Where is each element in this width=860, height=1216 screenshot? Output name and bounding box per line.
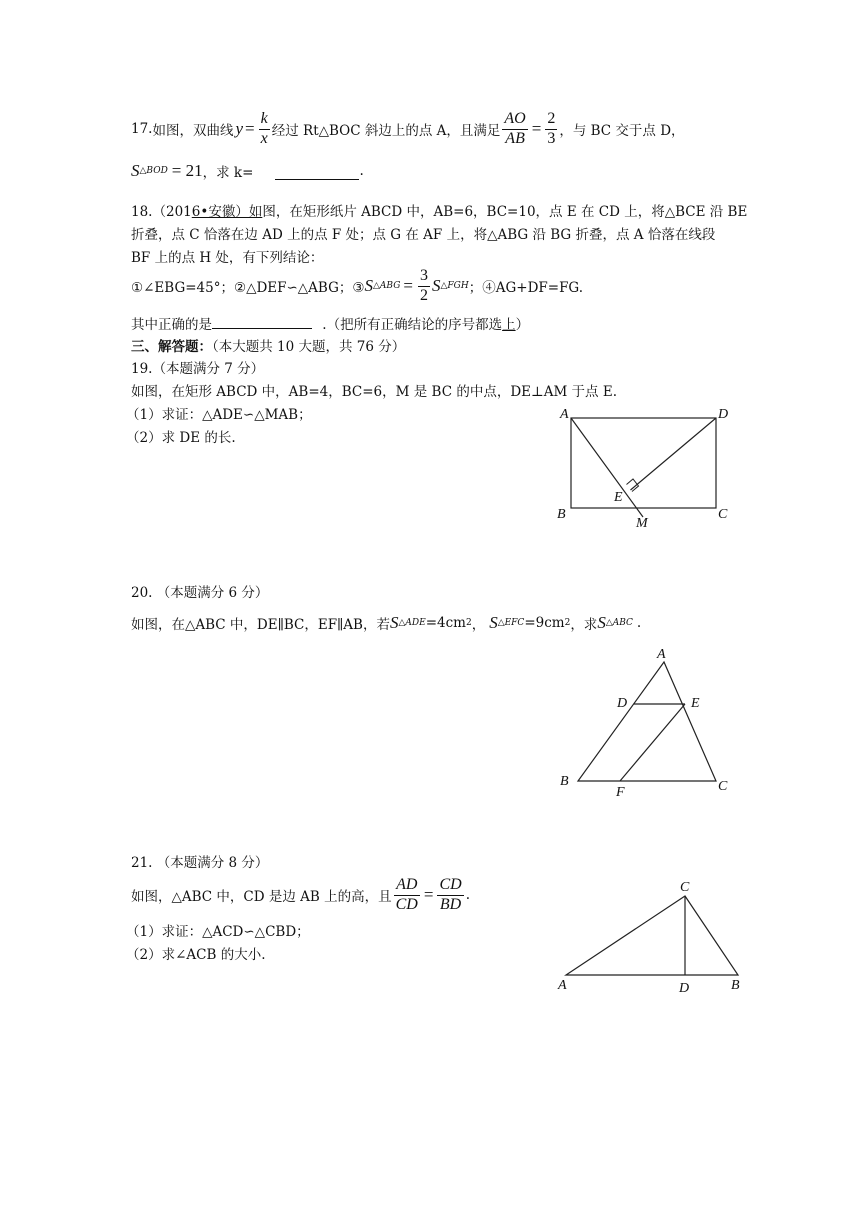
q20-sup-1: 2 bbox=[465, 618, 472, 628]
q19-heading: 19.（本题满分 7 分） bbox=[131, 361, 265, 377]
q17-eq: = bbox=[245, 119, 255, 138]
q18-line1 bbox=[131, 200, 747, 220]
q17-text-4: ，求 k= bbox=[202, 165, 254, 181]
q17-line1 bbox=[131, 106, 685, 152]
q20-label-b: B bbox=[560, 774, 569, 789]
q18-s2: S bbox=[432, 276, 441, 295]
q21-heading: 21. （本题满分 8 分） bbox=[131, 855, 269, 871]
q18-line1-text: 图，在矩形纸片 ABCD 中，AB=6，BC=10，点 E 在 CD 上，将△BCE 沿 BE bbox=[262, 204, 748, 220]
q21-eq: = bbox=[423, 885, 434, 904]
q21-end: . bbox=[465, 887, 470, 903]
q17-two: 2 bbox=[545, 110, 557, 129]
q18-conclusions-1-2: ①∠EBG=45°；②△DEF∽△ABG；③ bbox=[131, 280, 365, 296]
q21-part-2: （2）求∠ACB 的大小. bbox=[126, 947, 266, 963]
q17-text-1: 如图，双曲线 bbox=[152, 123, 234, 139]
q17-s-sub: △BOD bbox=[139, 166, 168, 176]
q18-number: 18. bbox=[131, 204, 153, 220]
q19-label-d: D bbox=[718, 407, 729, 422]
q19-figure bbox=[550, 400, 740, 535]
q20-triangle-abc bbox=[578, 662, 716, 781]
q20-s2-sub: △EFC bbox=[497, 618, 525, 628]
q17-s: S bbox=[131, 161, 140, 180]
q20-label-e: E bbox=[691, 696, 700, 711]
q18-three-halves bbox=[418, 267, 430, 305]
q21-label-a: A bbox=[558, 978, 567, 993]
q21-ad: AD bbox=[394, 876, 420, 895]
section-3-label: 三、解答题： bbox=[131, 339, 212, 355]
q19-part-2: （2）求 DE 的长. bbox=[126, 430, 236, 446]
q19-label-m: M bbox=[636, 516, 648, 531]
q18-s1: S bbox=[364, 276, 373, 295]
q17-number: 17. bbox=[131, 121, 153, 137]
q21-label-b: B bbox=[731, 978, 740, 993]
q18-source-link[interactable]: 6•安徽）如 bbox=[191, 204, 263, 220]
q21-bd: BD bbox=[439, 895, 462, 913]
q17-ao: AO bbox=[502, 110, 527, 129]
q18-answer-blank[interactable] bbox=[212, 314, 312, 329]
q20-label-f: F bbox=[616, 785, 625, 800]
q20-text-2: ，求 bbox=[570, 617, 598, 633]
q20-label-d: D bbox=[617, 696, 628, 711]
q20-s2: S bbox=[489, 613, 498, 632]
q17-k-over-x bbox=[259, 110, 270, 148]
q21-cd-over-bd bbox=[437, 876, 463, 914]
q21-label-d: D bbox=[679, 981, 690, 996]
q20-end: . bbox=[636, 615, 642, 631]
q18-answer-prefix: 其中正确的是 bbox=[131, 317, 212, 333]
q17-eq-2: = bbox=[531, 119, 542, 138]
q18-two: 2 bbox=[420, 286, 428, 304]
q18-conclusions bbox=[131, 264, 583, 308]
q19-part-1: （1）求证：△ADE∽△MAB； bbox=[126, 407, 312, 423]
q17-ab: AB bbox=[505, 129, 525, 147]
q18-line3: BF 上的点 H 处，有下列结论： bbox=[131, 250, 324, 266]
q17-answer-blank[interactable] bbox=[275, 163, 359, 180]
q20-label-a: A bbox=[657, 647, 666, 662]
q18-answer-end: ） bbox=[515, 317, 530, 333]
q20-sep: ， bbox=[471, 617, 486, 633]
q18-s1-sub: △ABG bbox=[373, 281, 401, 291]
q19-label-e: E bbox=[614, 490, 623, 505]
q19-rectangle-abcd bbox=[571, 418, 716, 508]
q21-ad-over-cd bbox=[394, 876, 420, 914]
q19-label-c: C bbox=[718, 507, 728, 522]
q19-label-b: B bbox=[557, 507, 566, 522]
q21-part-1: （1）求证：△ACD∽△CBD； bbox=[126, 924, 310, 940]
q21-body bbox=[131, 872, 470, 918]
q18-answer-suffix-underlined: 上 bbox=[502, 317, 516, 333]
q17-text-2: 经过 Rt△BOC 斜边上的点 A，且满足 bbox=[271, 123, 501, 139]
q17-text-3: ，与 BC 交于点 D， bbox=[559, 123, 685, 139]
q17-x: x bbox=[260, 129, 268, 147]
q21-figure bbox=[550, 875, 750, 1000]
q21-text-1: 如图，△ABC 中，CD 是边 AB 上的高，且 bbox=[131, 889, 392, 905]
q20-s1: S bbox=[389, 613, 399, 632]
q20-text-1: 如图，在△ABC 中，DE∥BC，EF∥AB，若 bbox=[131, 617, 390, 633]
q19-label-a: A bbox=[560, 407, 569, 422]
q18-conclusion-4: ；④AG+DF=FG. bbox=[468, 280, 584, 296]
q20-label-c: C bbox=[718, 779, 728, 794]
q21-triangle-abc bbox=[566, 896, 738, 975]
q20-s3: S bbox=[597, 613, 606, 632]
q18-answer-line bbox=[131, 313, 529, 333]
q20-value-1: =4cm bbox=[425, 615, 466, 631]
q17-k: k bbox=[259, 110, 270, 129]
q19-body: 如图，在矩形 ABCD 中，AB=4，BC=6，M 是 BC 的中点，DE⊥AM 于点 E. bbox=[131, 384, 617, 400]
q17-three: 3 bbox=[547, 129, 556, 147]
q18-s2-sub: △FGH bbox=[440, 281, 469, 291]
q19-segment-am bbox=[571, 418, 643, 517]
q21-cd: CD bbox=[395, 895, 418, 913]
q18-line2: 折叠，点 C 恰落在边 AD 上的点 F 处；点 G 在 AF 上，将△ABG 沿 BG 折叠，点 A 恰落在线段 bbox=[131, 227, 716, 243]
q20-heading: 20. （本题满分 6 分） bbox=[131, 585, 269, 601]
q20-value-2: =9cm bbox=[524, 615, 565, 631]
section-3-heading bbox=[131, 335, 405, 355]
q21-label-c: C bbox=[680, 880, 690, 895]
q17-y: y bbox=[235, 119, 244, 138]
q20-figure bbox=[550, 640, 750, 800]
q20-segment-ef bbox=[620, 704, 685, 781]
q19-segment-de bbox=[631, 418, 717, 490]
q18-source-open: （201 bbox=[152, 204, 192, 220]
section-3-note: （本大题共 10 大题，共 76 分） bbox=[212, 339, 406, 355]
q18-answer-suffix: .（把所有正确结论的序号都选 bbox=[322, 317, 503, 333]
q17-ao-over-ab bbox=[502, 110, 527, 148]
q17-line2 bbox=[131, 158, 364, 184]
q20-body bbox=[131, 610, 641, 636]
q20-sup-2: 2 bbox=[564, 618, 571, 628]
q17-value: = 21 bbox=[171, 161, 203, 180]
q17-two-thirds bbox=[545, 110, 557, 148]
q21-cd-2: CD bbox=[437, 876, 463, 895]
q18-three: 3 bbox=[418, 267, 430, 286]
q20-s3-sub: △ABC bbox=[605, 618, 633, 628]
q18-eq: = bbox=[403, 276, 413, 295]
q20-s1-sub: △ADE bbox=[398, 618, 426, 628]
q17-end: . bbox=[359, 163, 364, 179]
